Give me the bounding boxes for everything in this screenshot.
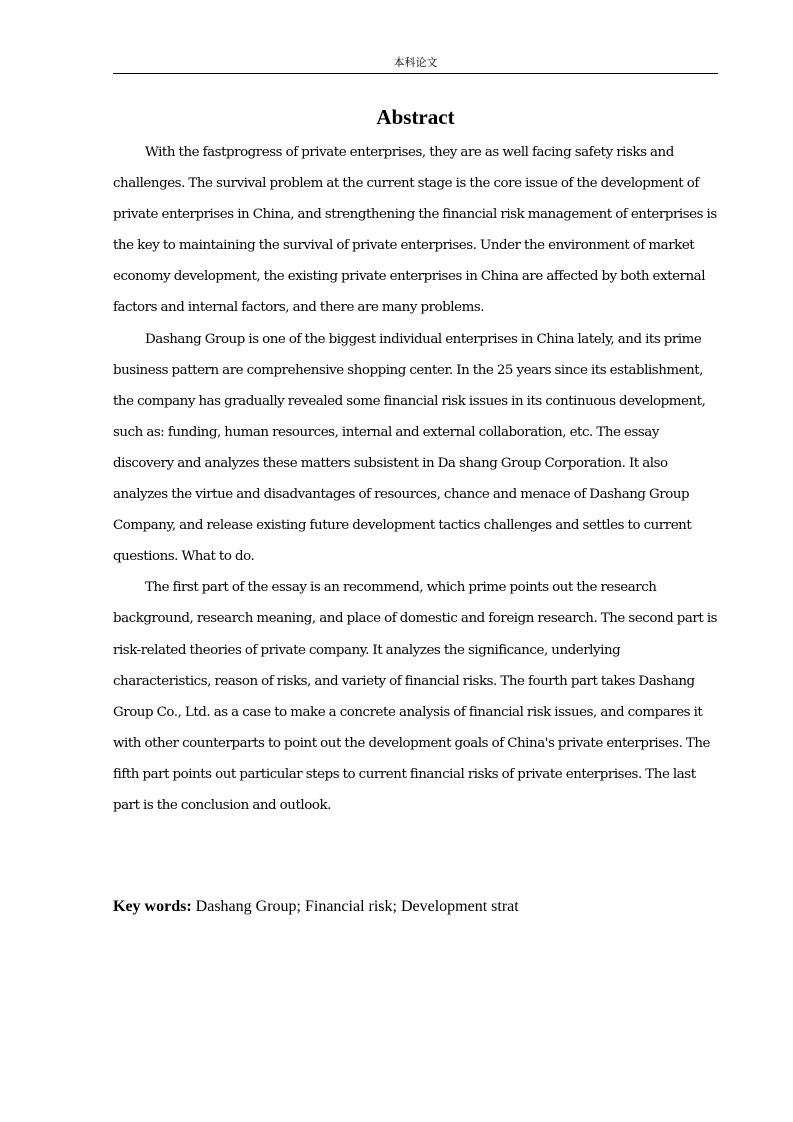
header-rule [113, 73, 718, 74]
abstract-title: Abstract [376, 105, 455, 129]
keywords-text: Dashang Group; Financial risk; Development strat [195, 898, 519, 915]
abstract-paragraph-2: Dashang Group is one of the biggest individual enterprises in China lately, and its prime business pattern are comprehensive shopping center. In the 25 years since its establishment, the company has gradually revealed some financial risk issues in its continuous development, such as: funding, human resources, internal and external collaboration, etc. The essay discovery and analyzes these matters subsistent in Da shang Group Corporation. It also analyzes the virtue and disadvantages of resources, chance and menace of Dashang Group Company, and release existing future development tactics challenges and settles to current questions. What to do. [113, 331, 706, 565]
keywords-label: Key words: [113, 898, 192, 915]
abstract-paragraph-1: With the fastprogress of private enterprises, they are as well facing safety risks and challenges. The survival problem at the current stage is the core issue of the development of private enterprises in China, and strengthening the financial risk management of enterprises is the key to maintaining the survival of private enterprises. Under the environment of market economy development, the existing private enterprises in China are affected by both external factors and internal factors, and there are many problems. [113, 145, 717, 316]
abstract-paragraph-3: The first part of the essay is an recommend, which prime points out the research background, research meaning, and place of domestic and foreign research. The second part is risk-related theories of private company. It analyzes the significance, underlying characteristics, reason of risks, and variety of financial risks. The fourth part takes Dashang Group Co., Ltd. as a case to make a concrete analysis of financial risk issues, and compares it with other counterparts to point out the development goals of China's private enterprises. The fifth part points out particular steps to current financial risks of private enterprises. The last part is the conclusion and outlook. [113, 580, 718, 813]
keywords-line [113, 896, 718, 918]
abstract-body [113, 137, 721, 821]
running-header: 本科论文 [393, 56, 438, 69]
